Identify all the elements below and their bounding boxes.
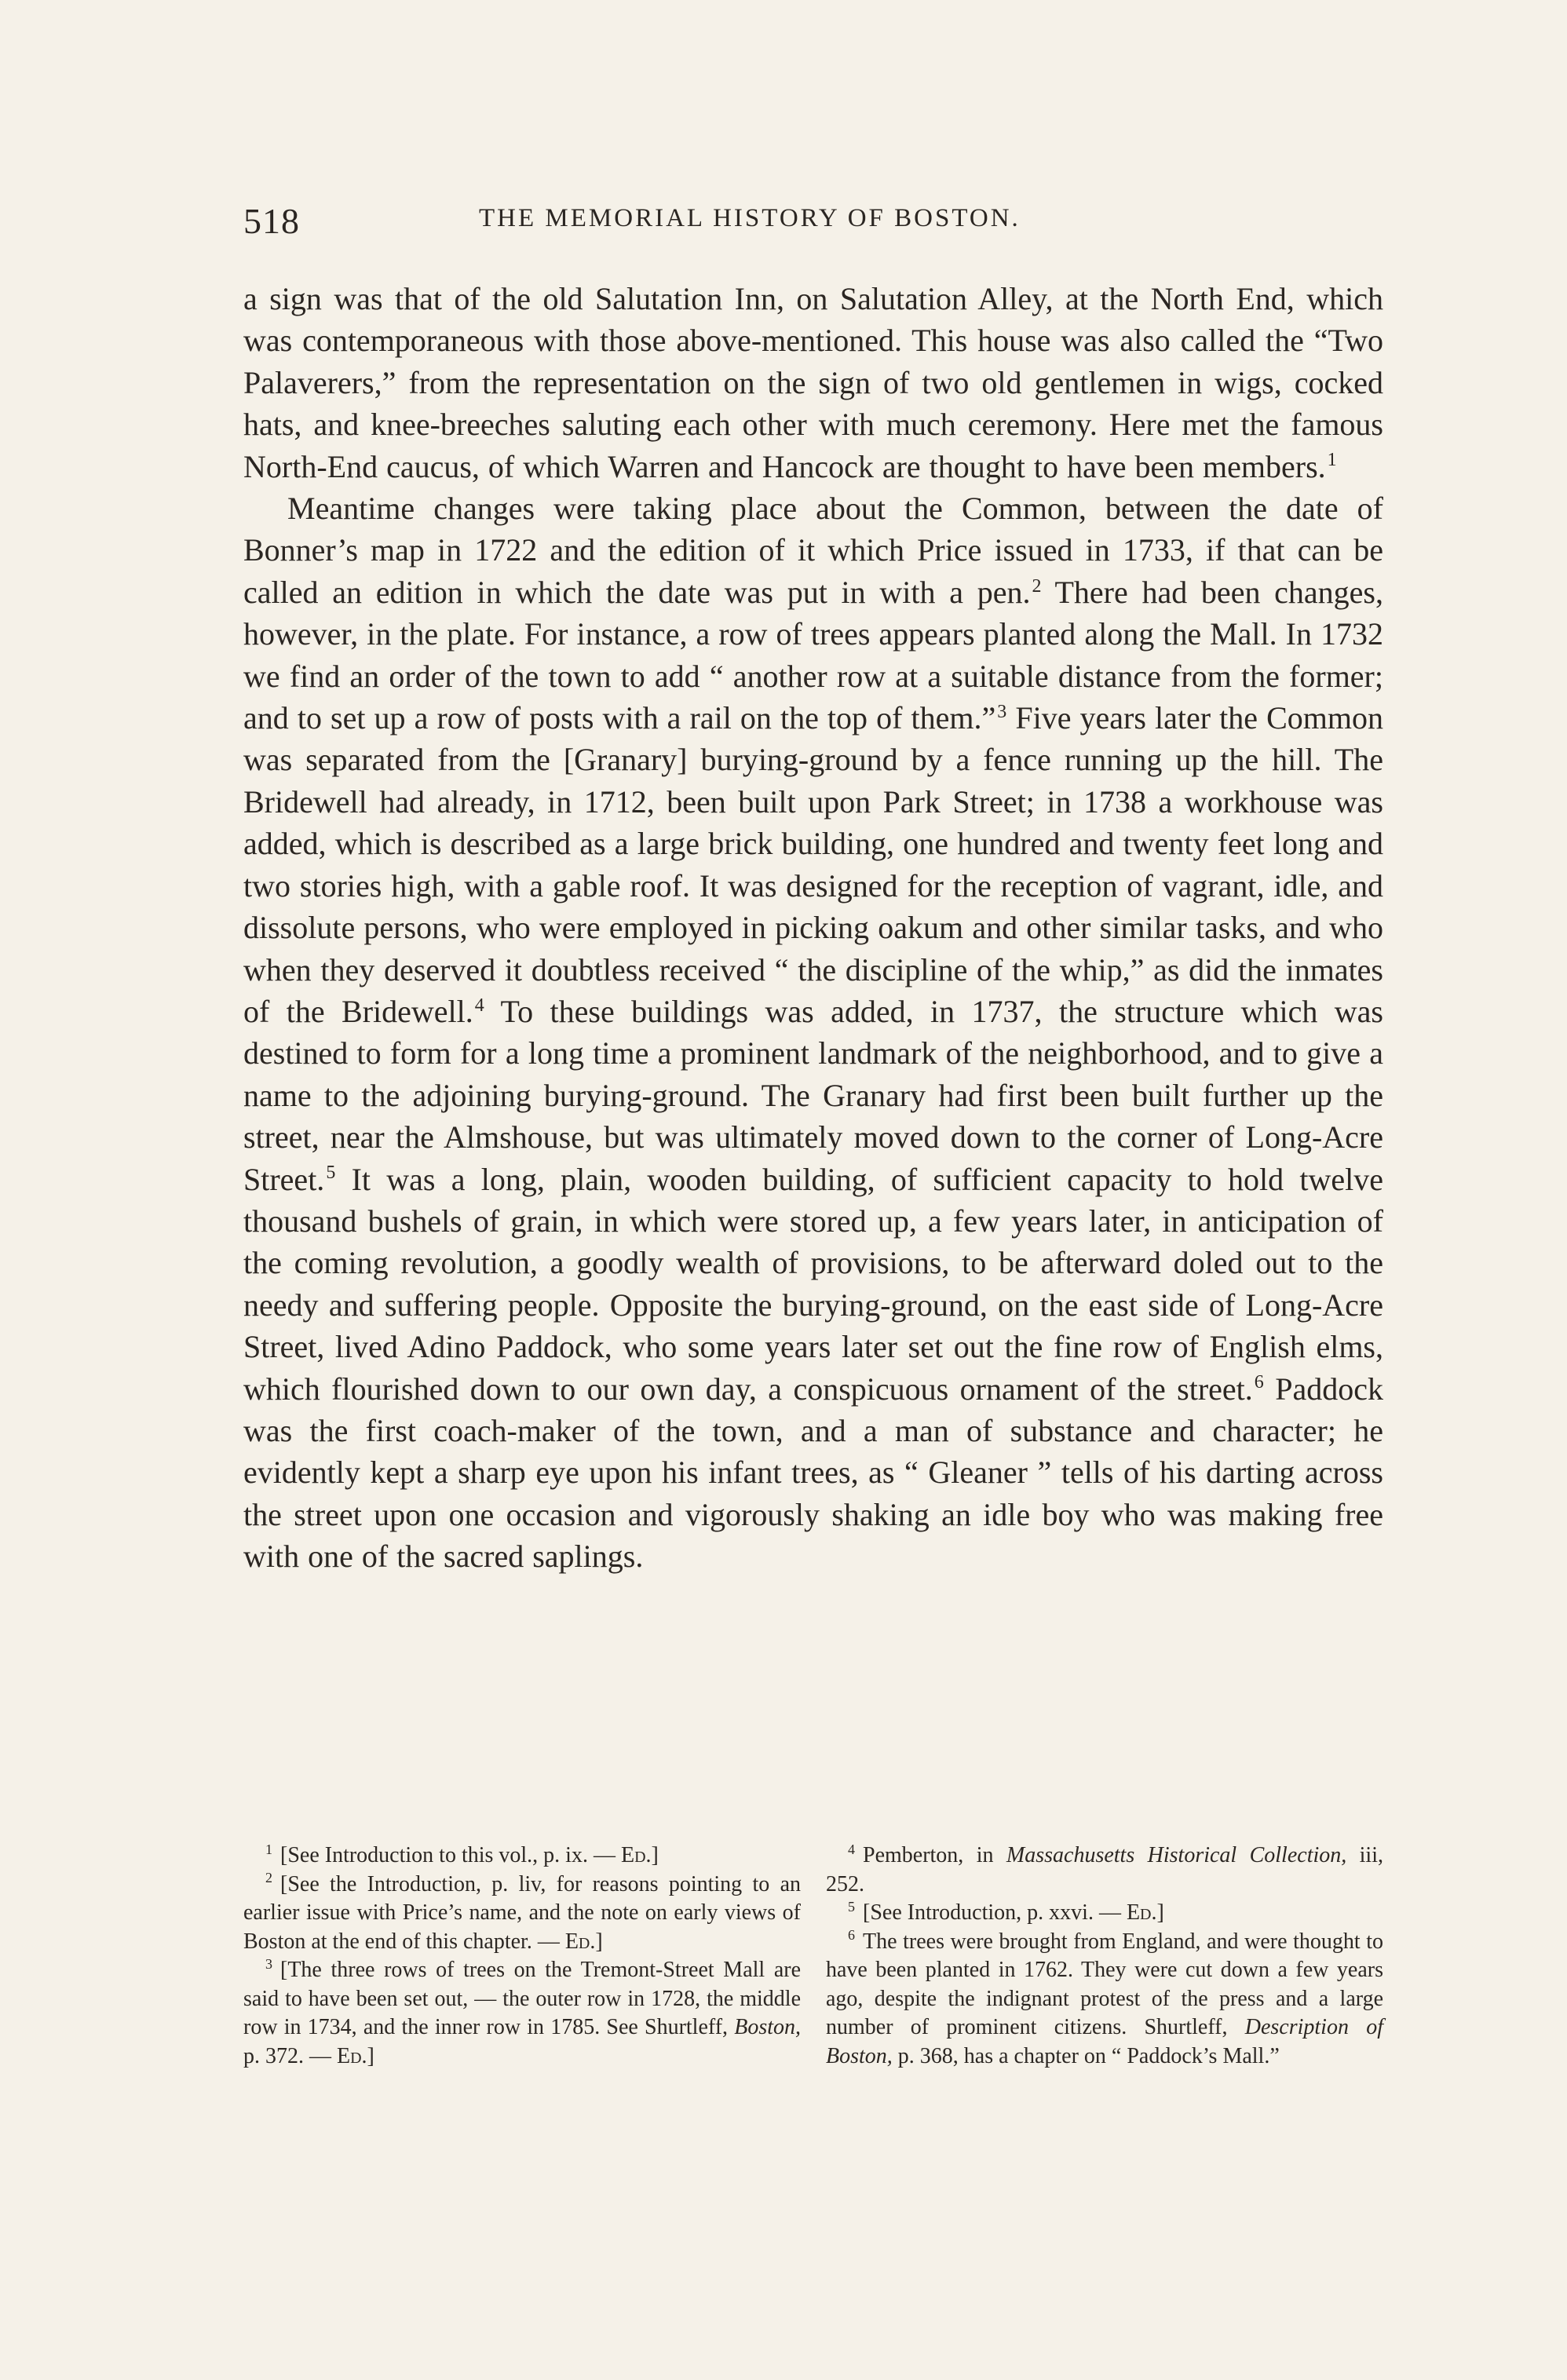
footnote-ref-5: 5 — [326, 1163, 336, 1184]
footnotes-left-column — [243, 1842, 801, 2071]
footnote-6 — [826, 1928, 1383, 2072]
footnote-5-editor: Ed. — [1126, 1900, 1157, 1925]
footnote-1-number: 1 — [265, 1841, 272, 1857]
footnote-3-editor: Ed. — [337, 2043, 367, 2068]
footnote-1-text: [See Introduction to this vol., p. ix. — — [280, 1843, 621, 1867]
footnote-1-editor: Ed. — [620, 1843, 652, 1867]
footnote-6-italic: Description of Boston, — [826, 2015, 1383, 2068]
footnote-ref-3: 3 — [997, 701, 1007, 722]
footnote-ref-6: 6 — [1254, 1372, 1264, 1393]
running-head: THE MEMORIAL HISTORY OF BOSTON. — [479, 204, 1021, 232]
paragraph-2-text-b: There had been changes, however, in the plate. For instance, a row of trees appears planted along the Mall. In 1732 we find an order of the town to add “ another row at a suitable distance from the former; and to set up a row of posts with a rail on the top of them.” — [243, 574, 1383, 736]
paragraph-2-text-c: Five years later the Common was separated from the [Granary] burying-ground by a fence running up the hill. The Bridewell had already, in 1712, been built upon Park Street; in 1738 a workhouse was added, which is described as a large brick building, one hundred and twenty feet long and two stories high, with a gable roof. It was designed for the reception of vagrant, idle, and dissolute persons, who were employed in picking oakum and other similar tasks, and who when they deserved it doubtless received “ the discipline of the whip,” as did the inmates of the Bridewell. — [243, 700, 1384, 1029]
footnote-2-close: ] — [595, 1929, 603, 1954]
footnotes — [243, 1842, 1383, 2071]
footnote-4-italic: Massachusetts Historical Collection, — [1006, 1843, 1347, 1867]
paragraph-2-text-d: To these buildings was added, in 1737, the structure which was destined to form for a long time a prominent landmark of the neighborhood, and to give a name to the adjoining burying-ground. The Granary had first been built further up the street, near the Almshouse, but was ultimately moved down to the corner of Long-Acre Street. — [243, 993, 1383, 1197]
page-number: 518 — [243, 201, 300, 241]
footnote-4 — [826, 1842, 1383, 1899]
footnote-3-text-2: p. 372. — — [243, 2043, 337, 2068]
footnote-6-text: The trees were brought from England, and were thought to have been planted in 1762. They were cut down a few years ago, despite the indignant protest of the press and a large number of prominent citizens. Shurtleff, — [826, 1929, 1383, 2039]
paragraph-2 — [243, 487, 1383, 1578]
body-text — [243, 278, 1383, 1578]
footnote-3-italic: Boston, — [734, 2015, 801, 2039]
footnote-5 — [826, 1899, 1383, 1928]
footnote-4-number: 4 — [848, 1841, 855, 1857]
footnote-ref-2: 2 — [1032, 575, 1042, 597]
footnote-5-close: ] — [1156, 1900, 1164, 1925]
footnote-ref-4: 4 — [474, 995, 484, 1016]
paragraph-2-text-a: Meantime changes were taking place about the Common, between the date of Bonner’s map in 1722 and the edition of it which Price issued in 1733, if that can be called an edition in which the date was put in with a pen. — [243, 491, 1383, 610]
footnotes-right-column — [826, 1842, 1383, 2071]
footnote-3-number: 3 — [265, 1955, 272, 1972]
footnote-2-text: [See the Introduction, p. liv, for reasons pointing to an earlier issue with Price’s name, and the note on early views of Boston at the end of this chapter. — — [243, 1871, 801, 1954]
footnote-6-number: 6 — [848, 1927, 855, 1944]
page-header — [243, 200, 1383, 247]
footnote-3-close: ] — [367, 2043, 374, 2068]
footnote-1-close: ] — [651, 1843, 659, 1867]
footnote-3-text: [The three rows of trees on the Tremont-Street Mall are said to have been set out, — the outer row in 1728, the middle row in 1734, and the inner row in 1785. See Shurtleff, — [243, 1958, 801, 2039]
footnote-5-text: [See Introduction, p. xxvi. — — [863, 1900, 1127, 1925]
footnote-4-text-2: iii, 252. — [826, 1843, 1383, 1896]
footnote-2-number: 2 — [265, 1870, 272, 1886]
footnote-3 — [243, 1956, 801, 2071]
footnote-2 — [243, 1871, 801, 1957]
footnote-5-number: 5 — [848, 1898, 855, 1915]
footnote-1 — [243, 1842, 801, 1871]
paragraph-2-text-f: Paddock was the first coach-maker of the town, and a man of substance and character; he evidently kept a sharp eye upon his infant trees, as “ Gleaner ” tells of his darting across the street upon one occasion and vigorously shaking an idle boy who was making free with one of the sacred saplings. — [243, 1371, 1383, 1575]
footnote-2-editor: Ed. — [564, 1929, 596, 1954]
footnote-ref-1: 1 — [1327, 450, 1337, 471]
footnote-6-text-2: p. 368, has a chapter on “ Paddock’s Mall.” — [892, 2043, 1280, 2068]
footnote-4-text: Pemberton, in — [863, 1843, 1006, 1867]
paragraph-1-text: a sign was that of the old Salutation Inn, on Salutation Alley, at the North End, which was contemporaneous with those above-mentioned. This house was also called the “Two Palaverers,” from the representation on the sign of two old gentlemen in wigs, cocked hats, and knee-breeches saluting each other with much ceremony. Here met the famous North-End caucus, of which Warren and Hancock are thought to have been members. — [243, 281, 1383, 484]
paragraph-1 — [243, 278, 1383, 487]
paragraph-2-text-e: It was a long, plain, wooden building, of sufficient capacity to hold twelve thousand bushels of grain, in which were stored up, a few years later, in anticipation of the coming revolution, a goodly wealth of provisions, to be afterward doled out to the needy and suffering people. Opposite the burying-ground, on the east side of Long-Acre Street, lived Adino Paddock, who some years later set out the fine row of English elms, which flourished down to our own day, a conspicuous ornament of the street. — [243, 1161, 1384, 1407]
